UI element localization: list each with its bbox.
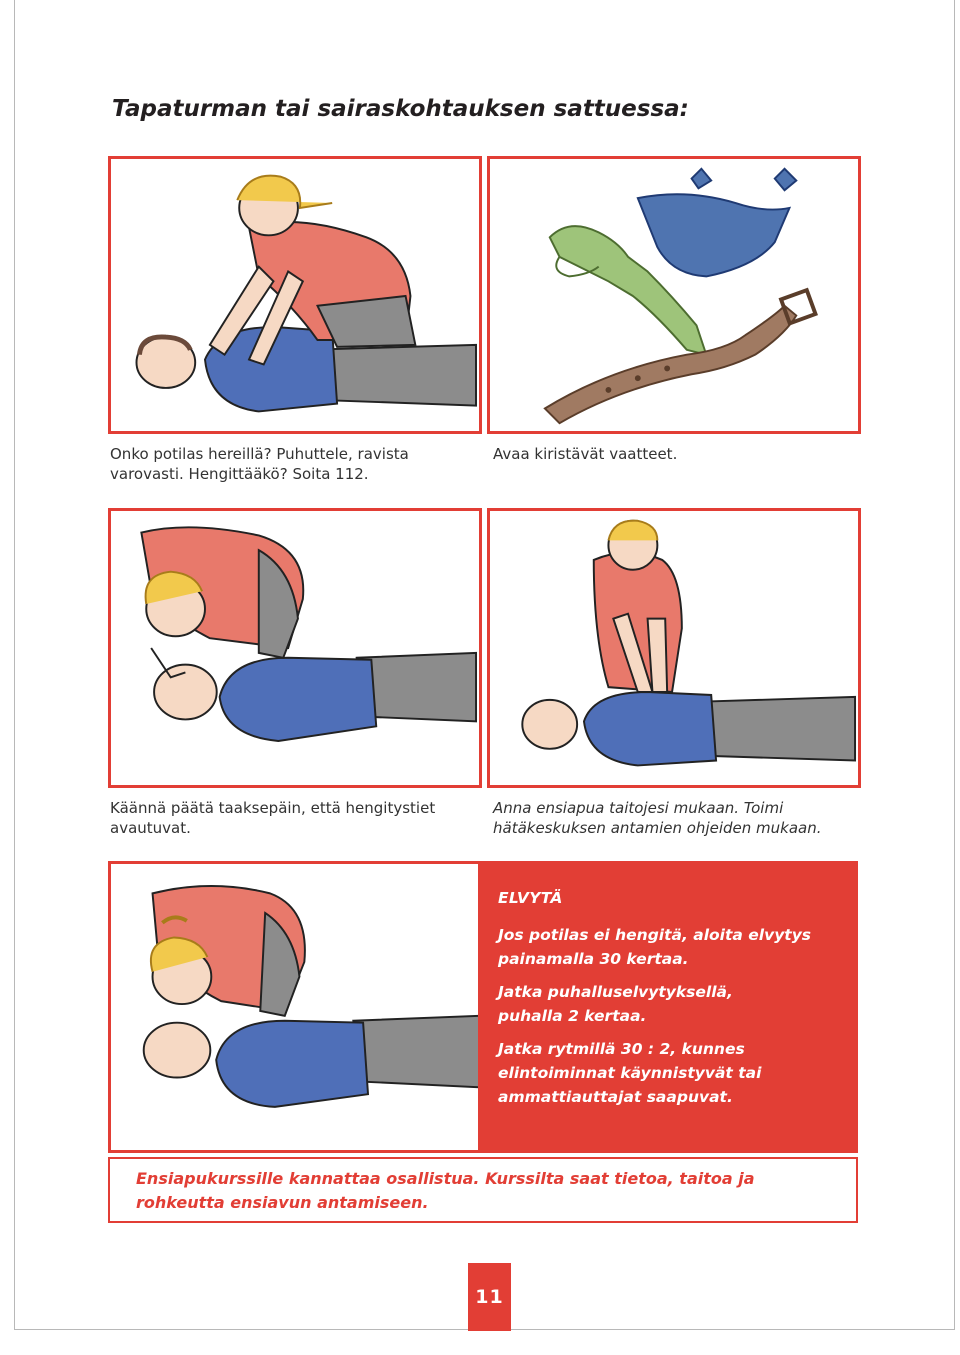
illustration-check-consciousness-drawing xyxy=(111,159,479,431)
illustration-compressions-drawing xyxy=(490,511,858,785)
illustration-check-consciousness xyxy=(108,156,482,434)
illustration-loosen-clothing-drawing xyxy=(490,159,858,431)
cpr-step-2: Jatka puhalluselvytyksellä, puhalla 2 kertaa. xyxy=(498,983,733,1025)
illustration-tilt-head-drawing xyxy=(111,511,479,785)
step-1-caption: Onko potilas hereillä? Puhuttele, ravista varovasti. Hengittääkö? Soita 112. xyxy=(110,445,409,483)
page-number: 11 xyxy=(468,1263,511,1331)
illustration-loosen-clothing xyxy=(487,156,861,434)
step-4-caption: Anna ensiapua taitojesi mukaan. Toimi hätäkeskuksen antamien ohjeiden mukaan. xyxy=(493,799,822,837)
step-2-caption: Avaa kiristävät vaatteet. xyxy=(493,445,678,463)
page-title: Tapaturman tai sairaskohtauksen sattuessa: xyxy=(112,96,689,122)
illustration-compressions xyxy=(487,508,861,788)
cpr-step-1: Jos potilas ei hengitä, aloita elvytys painamalla 30 kertaa. xyxy=(498,926,812,968)
cpr-instructions-box xyxy=(478,861,858,1153)
illustration-rescue-breathing xyxy=(108,861,483,1153)
cpr-step-3: Jatka rytmillä 30 : 2, kunnes elintoiminnat käynnistyvät tai ammattiauttajat saapuvat. xyxy=(498,1040,762,1106)
illustration-rescue-breathing-drawing xyxy=(111,864,483,1150)
course-recommendation-box xyxy=(108,1157,858,1223)
illustration-tilt-head xyxy=(108,508,482,788)
cpr-heading: ELVYTÄ xyxy=(498,889,563,907)
course-recommendation-text: Ensiapukurssille kannattaa osallistua. Kurssilta saat tietoa, taitoa ja rohkeutta ensiavun antamiseen. xyxy=(136,1169,755,1212)
step-3-caption: Käännä päätä taaksepäin, että hengitystiet avautuvat. xyxy=(110,799,436,837)
